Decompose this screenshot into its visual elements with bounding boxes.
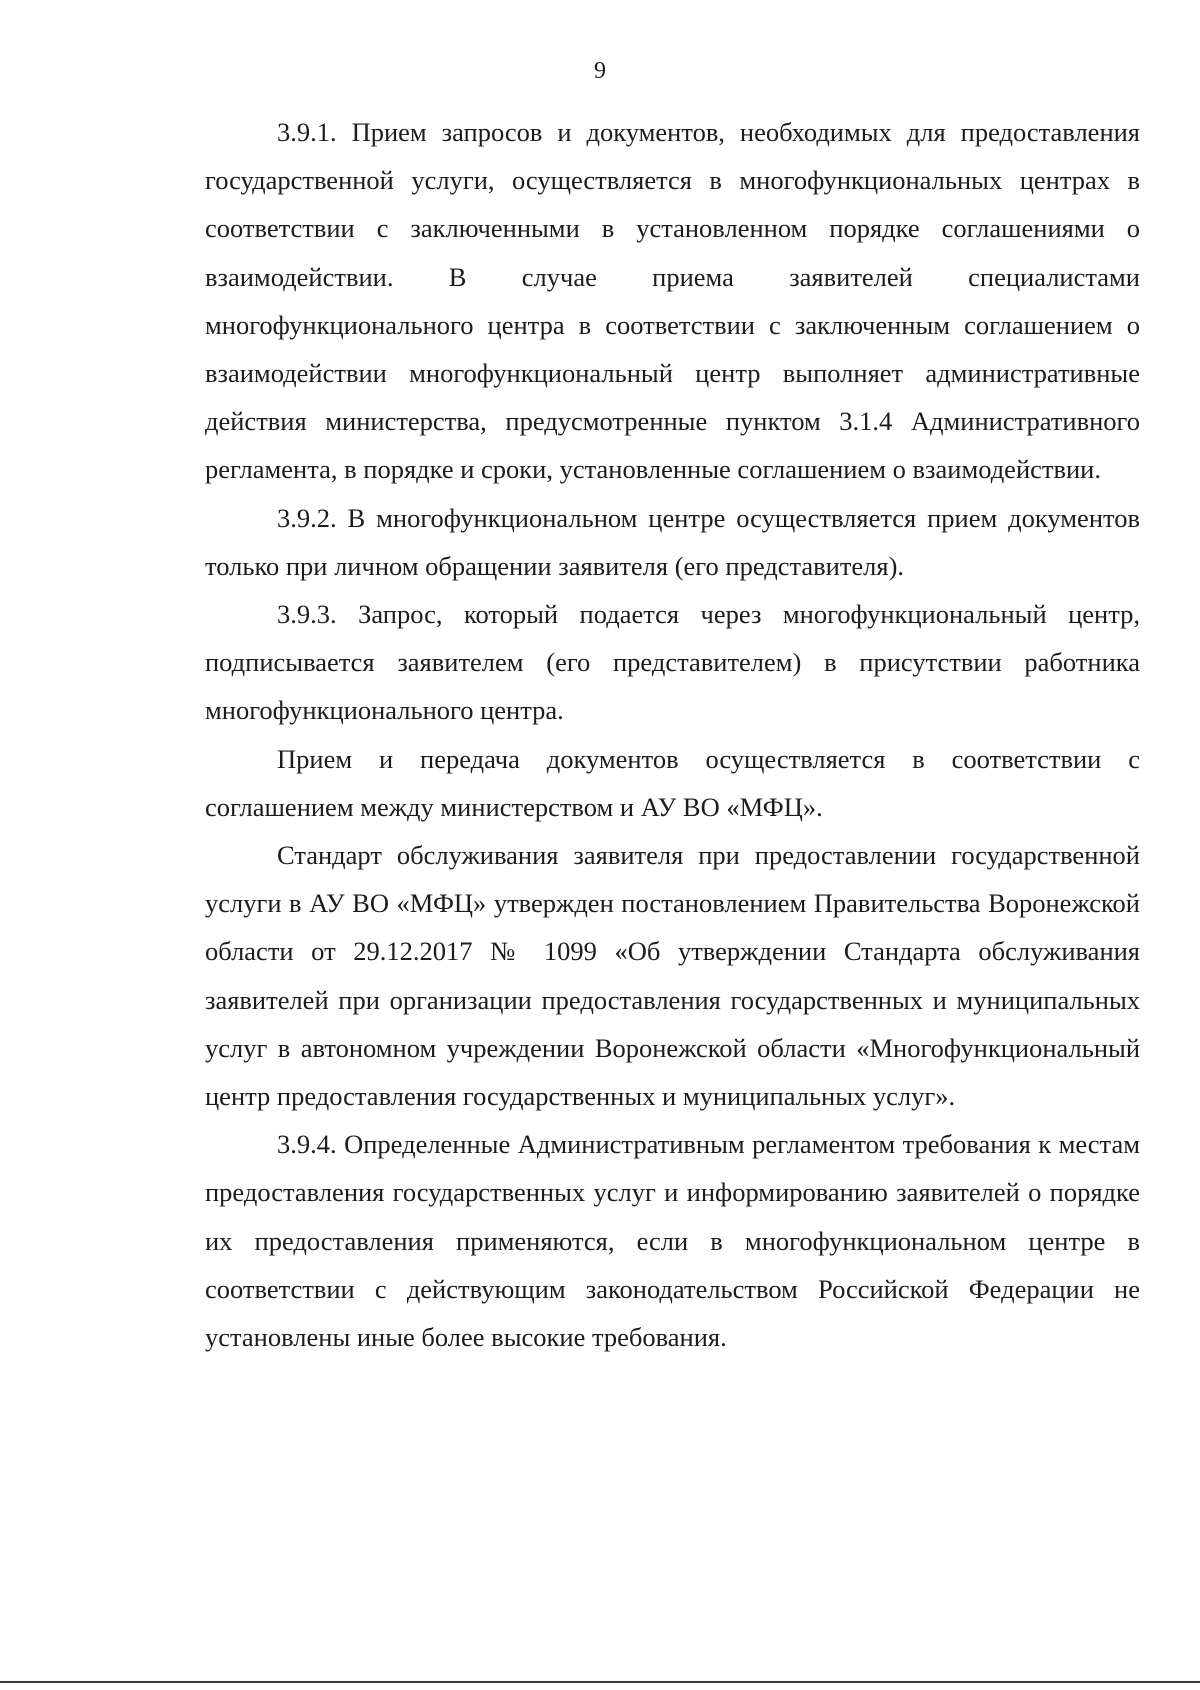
paragraph-service-standard: Стандарт обслуживания заявителя при предоставлении государственной услуги в АУ ВО «МФЦ» утвержден постановлением Правительства Воронежской области от 29.12.2017 № 1099 «Об утверждении Стандарта обслуживания заявителей при организации предоставления государственных и муниципальных услуг в автономном учреждении Воронежской области «Многофункциональный центр предоставления государственных и муниципальных услуг». bbox=[205, 840, 1140, 1112]
page-number: 9 bbox=[594, 58, 606, 84]
paragraph-3-9-4: 3.9.4. Определенные Административным регламентом требования к местам предоставления государственных услуг и информированию заявителей о порядке их предоставления применяются, если в многофункциональном центре в соответствии с действующим законодательством Российской Федерации не установлены иные более высокие требования. bbox=[205, 1129, 1140, 1353]
scan-edge-line bbox=[0, 1681, 1200, 1683]
document-body bbox=[205, 108, 1140, 1361]
paragraph-3-9-1: 3.9.1. Прием запросов и документов, необходимых для предоставления государственной услуги, осуществляется в многофункциональных центрах в соответствии с заключенными в установленном порядке соглашениями о взаимодействии. В случае приема заявителей специалистами многофункционального центра в соответствии с заключенным соглашением о взаимодействии многофункциональный центр выполняет административные действия министерства, предусмотренные пунктом 3.1.4 Административного регламента, в порядке и сроки, установленные соглашением о взаимодействии. bbox=[205, 117, 1140, 485]
paragraph-3-9-2: 3.9.2. В многофункциональном центре осуществляется прием документов только при личном обращении заявителя (его представителя). bbox=[205, 502, 1140, 581]
paragraph-3-9-3: 3.9.3. Запрос, который подается через многофункциональный центр, подписывается заявителем (его представителем) в присутствии работника многофункционального центра. bbox=[205, 599, 1140, 726]
paragraph-document-transfer: Прием и передача документов осуществляется в соответствии с соглашением между министерством и АУ ВО «МФЦ». bbox=[205, 743, 1140, 822]
